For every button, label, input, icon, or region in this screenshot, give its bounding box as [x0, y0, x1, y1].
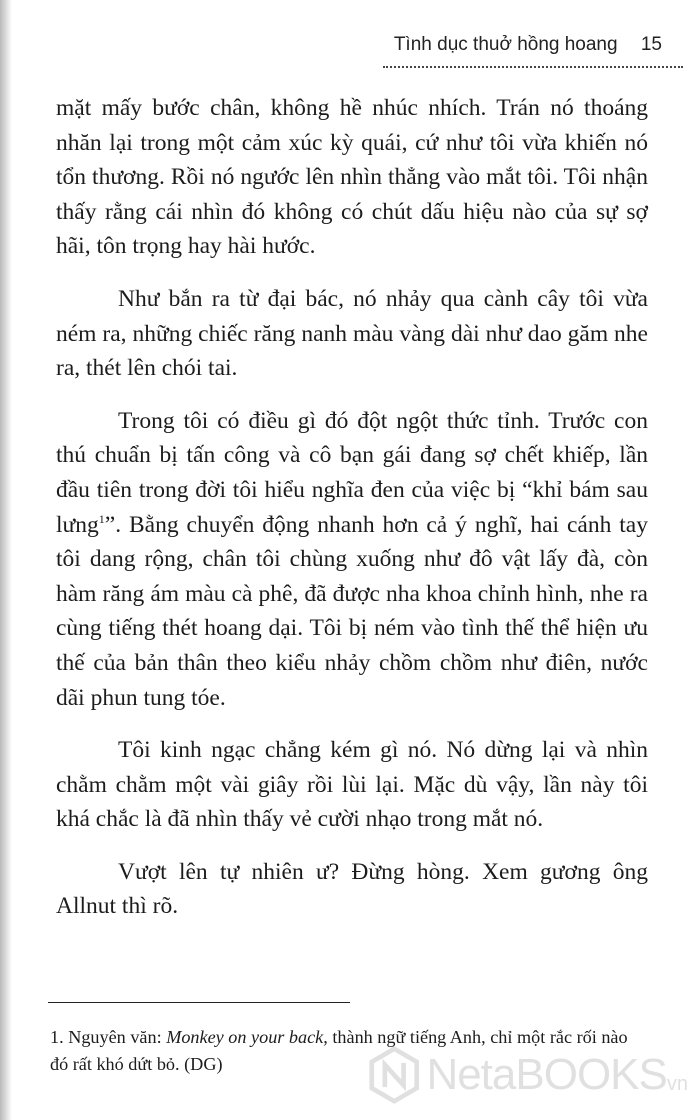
footnote-reference-marker: 1 — [98, 511, 105, 526]
paragraph-3 — [56, 404, 648, 715]
paragraph-4: Tôi kinh ngạc chẳng kém gì nó. Nó dừng lại và nhìn chằm chằm một vài giây rồi lùi lại. Mặc dù vậy, lần này tôi khá chắc là đã nhìn thấy vẻ cười nhạo trong mắt nó. — [56, 737, 648, 833]
paragraph-1: mặt mấy bước chân, không hề nhúc nhích. Trán nó thoáng nhăn lại trong một cảm xúc kỳ quái, cứ như tôi vừa khiến nó tổn thương. Rồi nó ngước lên nhìn thẳng vào mắt tôi. Tôi nhận thấy rằng cái nhìn đó không có chút dấu hiệu nào của sự sợ hãi, tôn trọng hay hài hước. — [56, 95, 648, 260]
paragraph-3-text-after: ”. Bằng chuyển động nhanh hơn cả ý nghĩ, hai cánh tay tôi dang rộng, chân tôi chùng xuống như đô vật lấy đà, còn hàm răng ám màu cà phê, đã được nha khoa chỉnh hình, nhe ra cùng tiếng thét hoang dại. Tôi bị ném vào tình thế thể hiện ưu thế của bản thân theo kiểu nhảy chồm chồm như điên, nước dãi phun tung tóe. — [56, 511, 648, 711]
running-header — [60, 34, 662, 56]
watermark-domain: vn — [666, 1073, 688, 1095]
footnote-rest: , thành ngữ tiếng Anh, chỉ một rắc rối nào đó rất khó dứt bỏ. (DG) — [50, 1027, 628, 1074]
paragraph-5: Vượt lên tự nhiên ư? Đừng hòng. Xem gương ông Allnut thì rõ. — [56, 858, 648, 920]
header-dotted-rule — [383, 66, 683, 68]
page-number: 15 — [640, 34, 662, 55]
footnote-prefix: Nguyên văn: — [68, 1027, 167, 1047]
running-title: Tình dục thuở hồng hoang — [393, 34, 618, 55]
page-edge-shadow — [0, 0, 12, 1120]
netabooks-logo-icon — [368, 1044, 420, 1106]
footnote-separator — [48, 1002, 350, 1003]
footnote-italic-phrase: Monkey on your back — [166, 1027, 324, 1047]
footnote-number: 1. — [50, 1027, 64, 1047]
body-text — [56, 91, 648, 942]
watermark-brand: NetaBOOKS — [426, 1050, 667, 1099]
paragraph-3-text-before: Trong tôi có điều gì đó đột ngột thức tỉnh. Trước con thú chuẩn bị tấn công và cô bạn gái đang sợ chết khiếp, lần đầu tiên trong đời tôi hiểu nghĩa đen của việc bị “khỉ bám sau lưng — [56, 407, 648, 538]
watermark — [368, 1040, 688, 1110]
paragraph-2: Như bắn ra từ đại bác, nó nhảy qua cành cây tôi vừa ném ra, những chiếc răng nanh màu vàng dài như dao găm nhe ra, thét lên chói tai. — [56, 285, 648, 382]
